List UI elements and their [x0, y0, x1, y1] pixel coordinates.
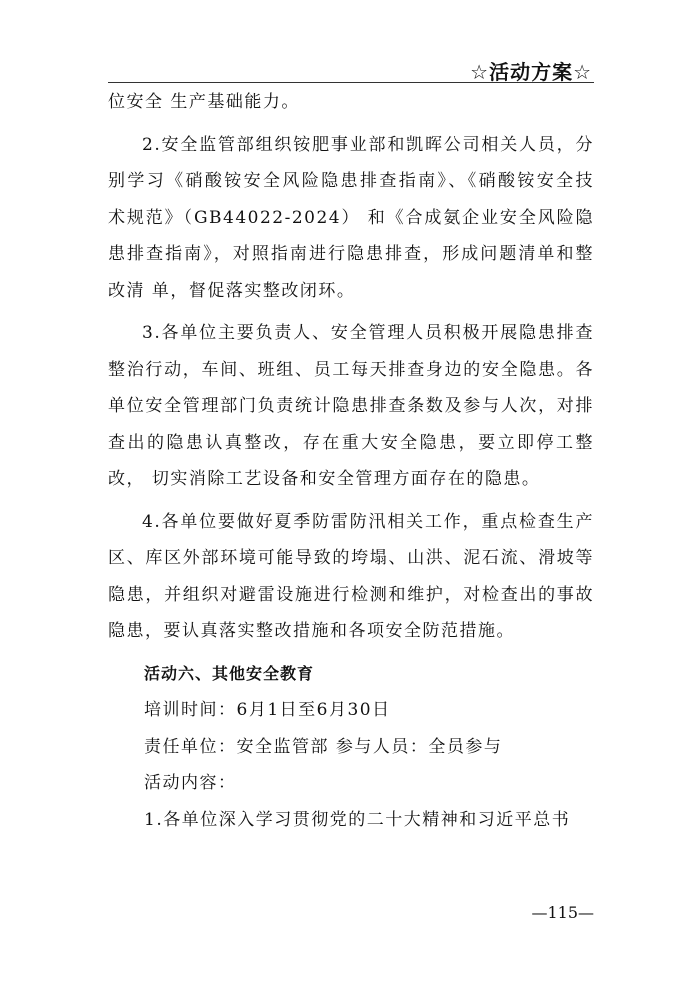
- document-body: [108, 84, 594, 838]
- page-number: —115—: [531, 903, 594, 922]
- header-rule: [108, 82, 594, 83]
- content-item-1: 1.各单位深入学习贯彻党的二十大精神和习近平总书: [144, 809, 571, 830]
- paragraph-item-2: 2.安全监管部组织铵肥事业部和凯晖公司相关人员，分别学习《硝酸铵安全风险隐患排查指南》、《硝酸铵安全技 术规范》（GB44022-2024） 和《合成氨企业安全风险隐患排查指南》，对照指南进行隐患排查，形成问题清单和整改清 单，督促落实整改闭环。: [108, 134, 594, 301]
- responsible-unit: 责任单位：安全监管部 参与人员：全员参与: [144, 736, 503, 757]
- content-label: 活动内容：: [144, 773, 237, 793]
- section-heading: 活动六、其他安全教育: [144, 663, 315, 683]
- paragraph-item-4: 4.各单位要做好夏季防雷防汛相关工作，重点检查生产 区、库区外部环境可能导致的垮塌、山洪、泥石流、滑坡等 隐患，并组织对避雷设施进行检测和维护，对检查出的事故 隐患，要认真落实整改措施和各项安全防范措施。: [108, 511, 594, 641]
- header-title: ☆活动方案☆: [470, 60, 592, 84]
- training-time: 培训时间：6月1日至6月30日: [144, 700, 391, 720]
- paragraph-continuation: 位安全 生产基础能力。: [108, 92, 300, 112]
- paragraph-item-3: 3.各单位主要负责人、安全管理人员积极开展隐患排查 整治行动，车间、班组、员工每天排查身边的安全隐患。各 单位安全管理部门负责统计隐患排查条数及参与人次，对排 查出的隐患认真整改，存在重大安全隐患，要立即停工整改， 切实消除工艺设备和安全管理方面存在的隐患。: [108, 323, 594, 489]
